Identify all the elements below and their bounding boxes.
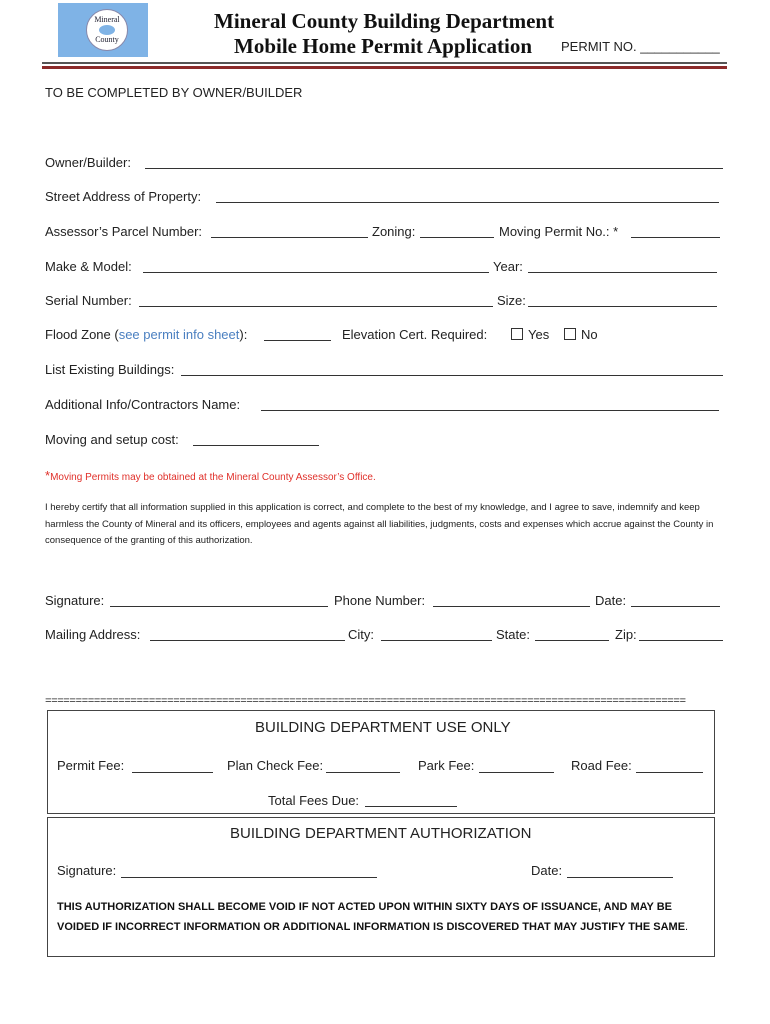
elevation-no-option[interactable] bbox=[564, 327, 598, 342]
plan-check-fee-label: Plan Check Fee: bbox=[227, 758, 324, 773]
moving-permit-field[interactable] bbox=[631, 237, 720, 238]
authorization-date-field[interactable] bbox=[567, 877, 673, 878]
park-fee-field[interactable] bbox=[479, 772, 554, 773]
owner-builder-field[interactable] bbox=[145, 168, 723, 169]
void-notice bbox=[57, 897, 707, 937]
city-label: City: bbox=[348, 627, 374, 642]
zip-label: Zip: bbox=[615, 627, 637, 642]
flood-zone-prefix: Flood Zone ( bbox=[45, 327, 119, 342]
additional-info-field[interactable] bbox=[261, 410, 719, 411]
authorization-date-label: Date: bbox=[531, 863, 563, 878]
signature-field[interactable] bbox=[110, 606, 328, 607]
section-separator: ========================================================================================================= bbox=[45, 696, 686, 708]
flood-zone-suffix: ): bbox=[239, 327, 248, 342]
note-asterisk: * bbox=[45, 468, 51, 483]
authorization-title: BUILDING DEPARTMENT AUTHORIZATION bbox=[230, 825, 532, 842]
phone-field[interactable] bbox=[433, 606, 590, 607]
void-notice-text: THIS AUTHORIZATION SHALL BECOME VOID IF NOT ACTED UPON WITHIN SIXTY DAYS OF ISSUANCE, AND MAY BE VOIDED IF INCORRECT INFORMATION OR ADDITIONAL INFORMATION IS DISCOVERED THAT MAY JUSTIFY THE SAME bbox=[57, 901, 686, 933]
flood-zone-field[interactable] bbox=[264, 340, 331, 341]
permit-info-sheet-link[interactable]: see permit info sheet bbox=[118, 327, 240, 342]
size-field[interactable] bbox=[528, 306, 717, 307]
park-fee-label: Park Fee: bbox=[418, 758, 475, 773]
seal-emblem bbox=[99, 25, 115, 35]
mailing-address-field[interactable] bbox=[150, 640, 345, 641]
certification-statement: I hereby certify that all information supplied in this application is correct, and complete to the best of my knowledge, and I agree to save, indemnify and keep harmless the County of Mineral and its officers, employees and agents against all liabilities, judgments, costs and expenses which accrue against the County in consequence of the granting of this authorization. bbox=[45, 502, 714, 546]
moving-cost-label: Moving and setup cost: bbox=[45, 432, 179, 447]
authorization-signature-label: Signature: bbox=[57, 863, 117, 878]
road-fee-field[interactable] bbox=[636, 772, 703, 773]
yes-label: Yes bbox=[528, 327, 550, 342]
header-rule-accent bbox=[42, 66, 727, 69]
road-fee-label: Road Fee: bbox=[571, 758, 632, 773]
street-address-label: Street Address of Property: bbox=[45, 189, 202, 204]
phone-label: Phone Number: bbox=[334, 593, 426, 608]
moving-cost-field[interactable] bbox=[193, 445, 319, 446]
zoning-label: Zoning: bbox=[372, 224, 416, 239]
mailing-address-label: Mailing Address: bbox=[45, 627, 141, 642]
signature-label: Signature: bbox=[45, 593, 105, 608]
intro-heading: TO BE COMPLETED BY OWNER/BUILDER bbox=[45, 85, 303, 100]
permit-fee-label: Permit Fee: bbox=[57, 758, 125, 773]
elevation-cert-label: Elevation Cert. Required: bbox=[342, 327, 488, 342]
size-label: Size: bbox=[497, 293, 526, 308]
seal-text-top: Mineral bbox=[94, 15, 120, 24]
city-field[interactable] bbox=[381, 640, 492, 641]
date-field[interactable] bbox=[631, 606, 720, 607]
make-model-label: Make & Model: bbox=[45, 259, 132, 274]
authorization-signature-field[interactable] bbox=[121, 877, 377, 878]
state-field[interactable] bbox=[535, 640, 609, 641]
state-label: State: bbox=[496, 627, 530, 642]
county-seal bbox=[86, 9, 128, 51]
permit-fee-field[interactable] bbox=[132, 772, 213, 773]
additional-info-label: Additional Info/Contractors Name: bbox=[45, 397, 241, 412]
make-model-field[interactable] bbox=[143, 272, 489, 273]
existing-buildings-field[interactable] bbox=[181, 375, 723, 376]
moving-permit-note bbox=[45, 467, 376, 485]
department-use-title: BUILDING DEPARTMENT USE ONLY bbox=[255, 719, 511, 736]
header-rule bbox=[42, 62, 727, 64]
flood-zone-label bbox=[45, 327, 247, 342]
parcel-number-label: Assessor’s Parcel Number: bbox=[45, 224, 203, 239]
county-logo bbox=[58, 3, 148, 57]
date-label: Date: bbox=[595, 593, 627, 608]
no-label: No bbox=[581, 327, 598, 342]
year-label: Year: bbox=[493, 259, 523, 274]
moving-permit-label: Moving Permit No.: * bbox=[499, 224, 619, 239]
owner-builder-label: Owner/Builder: bbox=[45, 155, 131, 170]
seal-text-bottom: County bbox=[95, 35, 119, 44]
street-address-field[interactable] bbox=[216, 202, 719, 203]
note-text: Moving Permits may be obtained at the Mineral County Assessor’s Office. bbox=[50, 472, 376, 483]
no-checkbox[interactable] bbox=[564, 328, 576, 340]
department-use-box bbox=[47, 710, 715, 814]
department-title: Mineral County Building Department bbox=[214, 9, 555, 33]
total-fees-field[interactable] bbox=[365, 806, 457, 807]
serial-number-field[interactable] bbox=[139, 306, 493, 307]
yes-checkbox[interactable] bbox=[511, 328, 523, 340]
serial-number-label: Serial Number: bbox=[45, 293, 132, 308]
zip-field[interactable] bbox=[639, 640, 723, 641]
existing-buildings-label: List Existing Buildings: bbox=[45, 362, 175, 377]
form-title: Mobile Home Permit Application bbox=[234, 34, 533, 58]
permit-number-label: PERMIT NO. ___________ bbox=[561, 39, 720, 54]
parcel-number-field[interactable] bbox=[211, 237, 368, 238]
plan-check-fee-field[interactable] bbox=[326, 772, 400, 773]
void-notice-period: . bbox=[685, 921, 689, 933]
elevation-yes-option[interactable] bbox=[511, 327, 549, 342]
total-fees-label: Total Fees Due: bbox=[268, 793, 360, 808]
zoning-field[interactable] bbox=[420, 237, 494, 238]
year-field[interactable] bbox=[528, 272, 717, 273]
